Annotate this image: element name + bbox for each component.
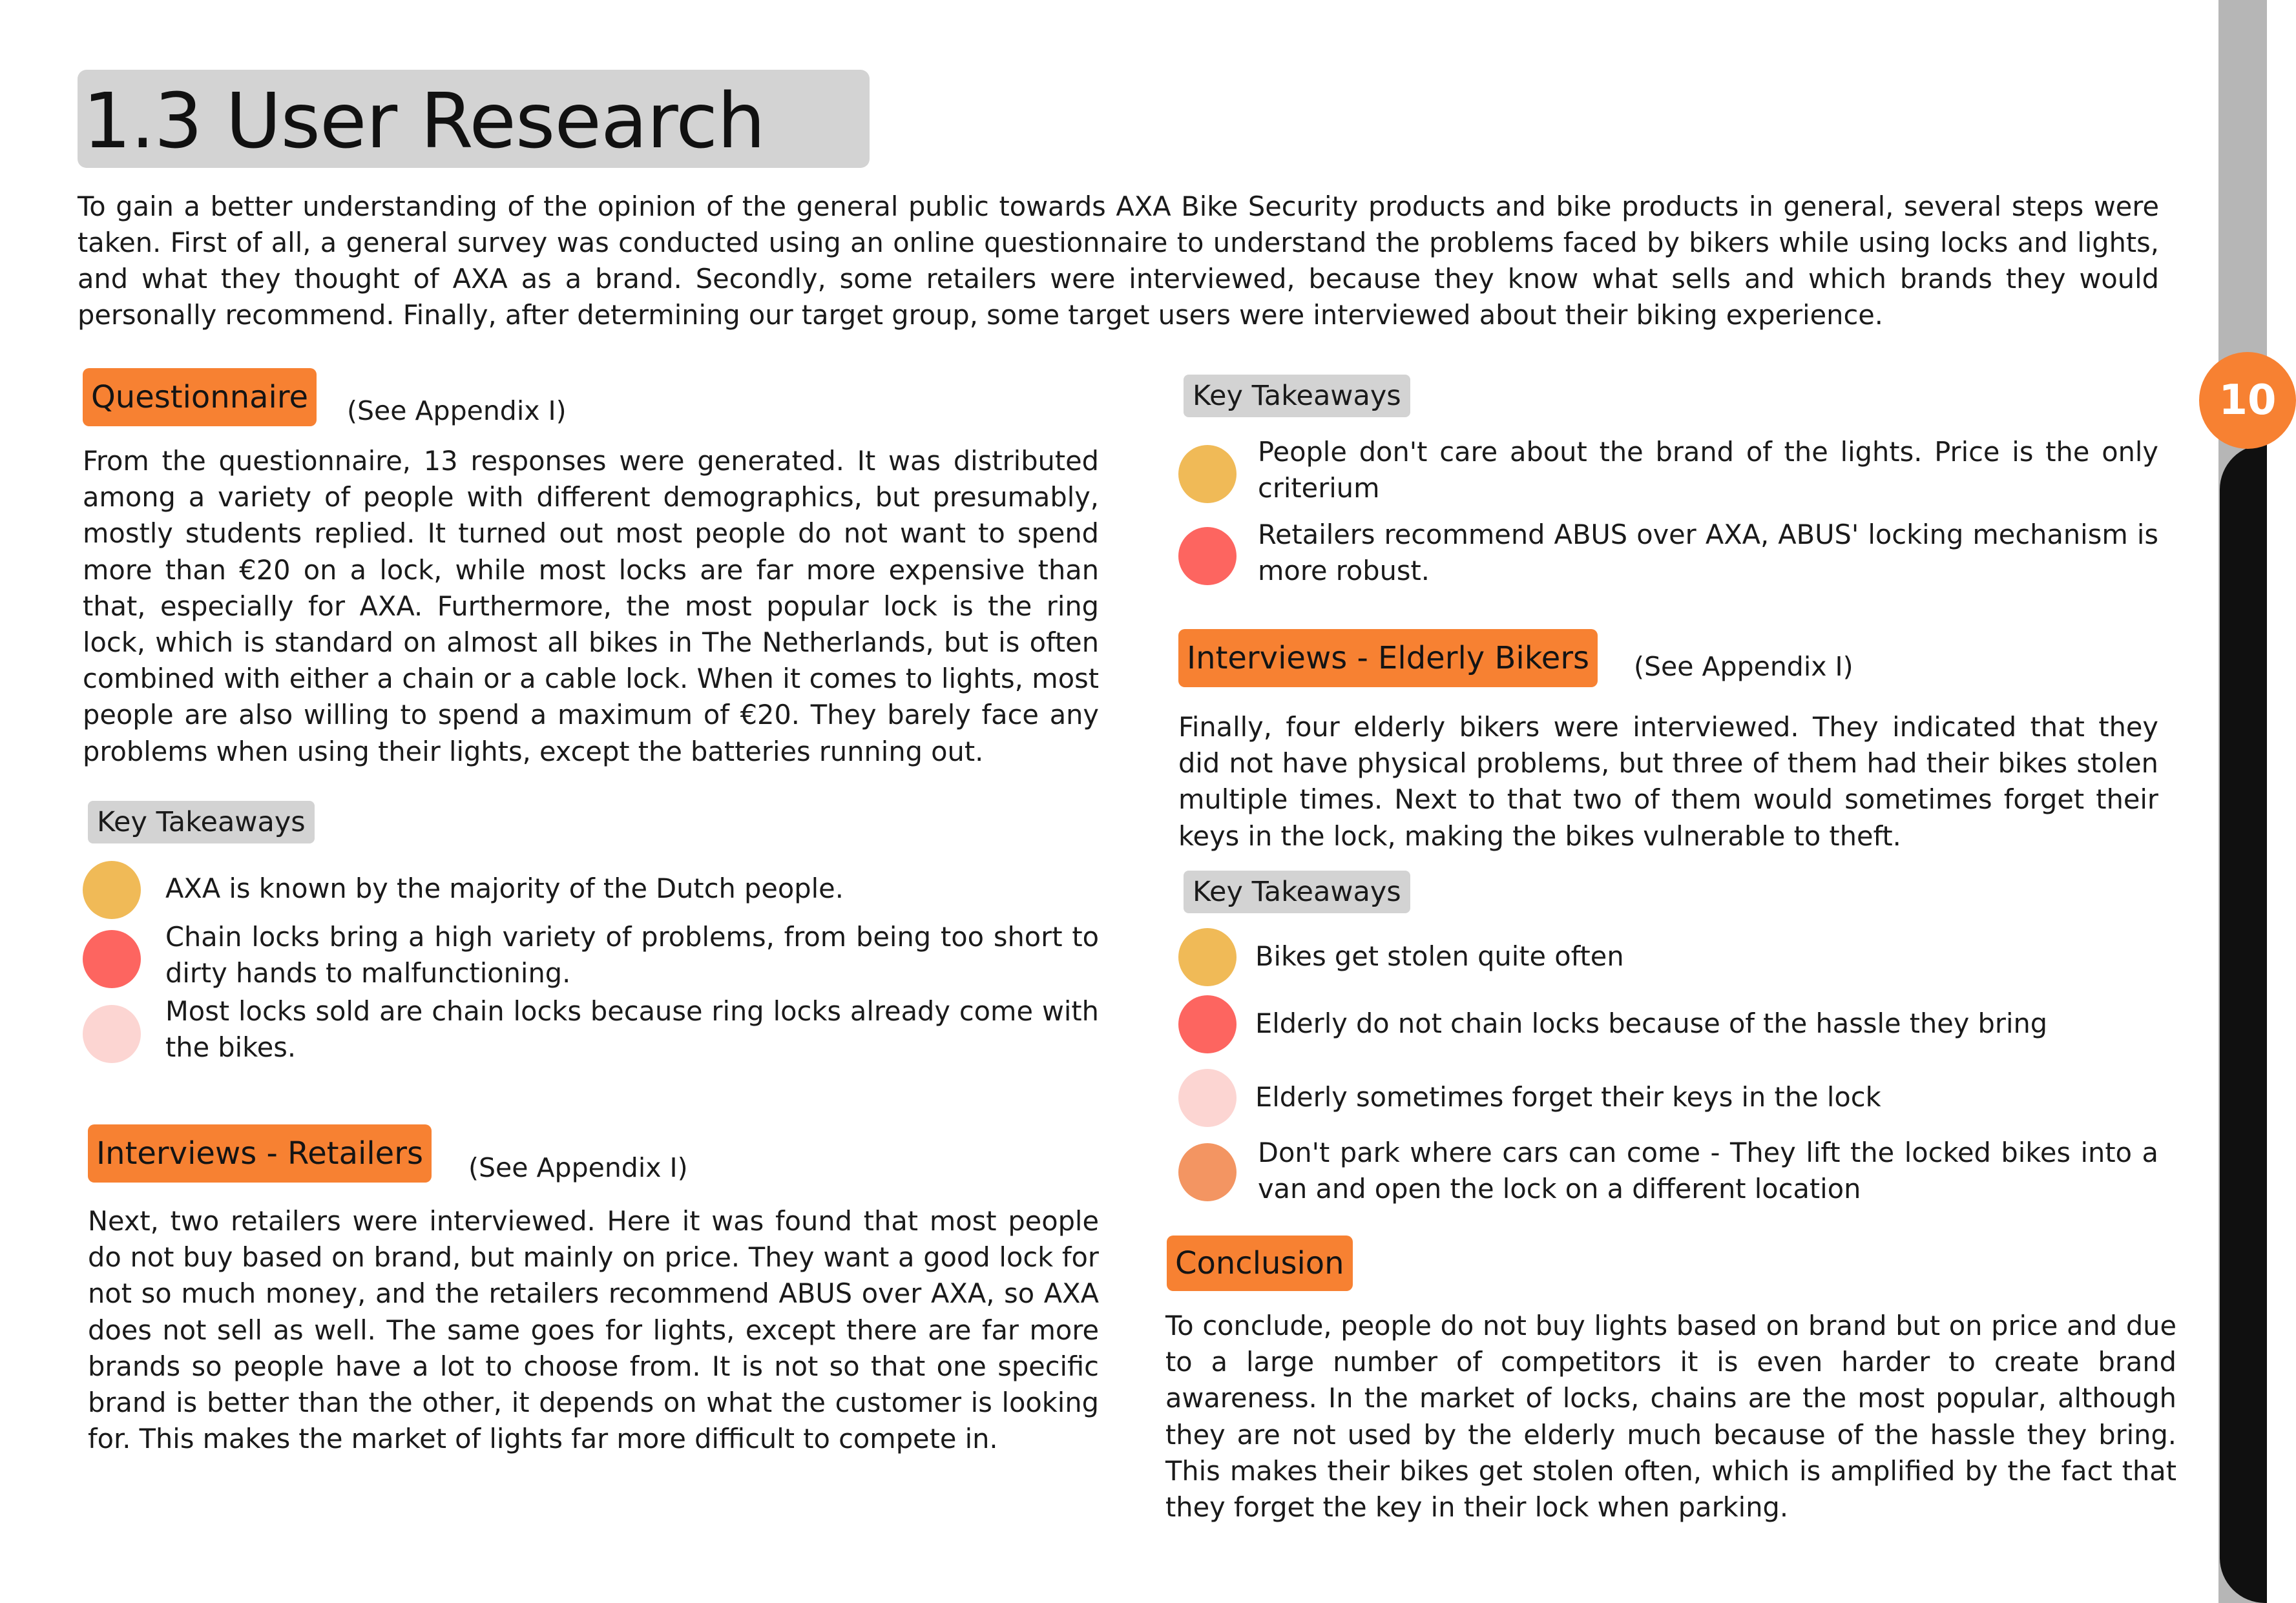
page-number: 10 xyxy=(2199,352,2296,449)
questionnaire-appendix-ref: (See Appendix I) xyxy=(347,395,567,426)
elderly-appendix-ref: (See Appendix I) xyxy=(1634,651,1853,682)
takeaway-dot-red xyxy=(1178,995,1237,1053)
takeaway-item: People don't care about the brand of the lights. Price is the only criterium xyxy=(1258,436,2158,504)
takeaway-dot-yellow xyxy=(1178,928,1237,986)
takeaway-dot-salmon xyxy=(1178,1143,1237,1201)
side-rail-black xyxy=(2220,444,2267,1603)
takeaway-item: Bikes get stolen quite often xyxy=(1255,940,1624,972)
takeaway-item: AXA is known by the majority of the Dutch people. xyxy=(165,873,844,904)
retailers-takeaways-label: Key Takeaways xyxy=(1184,375,1410,417)
takeaway-dot-red xyxy=(1178,527,1237,585)
retailers-appendix-ref: (See Appendix I) xyxy=(468,1152,688,1183)
questionnaire-takeaways-label: Key Takeaways xyxy=(88,801,315,843)
takeaway-dot-pink xyxy=(83,1005,141,1063)
elderly-body: Finally, four elderly bikers were interviewed. They indicated that they did not have physical problems, but three of them had their bikes stolen multiple times. Next to that two of them would sometimes forget their keys in the lock, making the bikes vulnerable to theft. xyxy=(1178,711,2158,852)
takeaway-item: Retailers recommend ABUS over AXA, ABUS' locking mechanism is more robust. xyxy=(1258,519,2158,586)
intro-paragraph: To gain a better understanding of the opinion of the general public towards AXA Bike Security products and bike products in general, several steps were taken. First of all, a general survey was conducted using an online questionnaire to understand the problems faced by bikers while using locks and lights, and what they thought of AXA as a brand. Secondly, some retailers were interviewed, because they know what sells and which brands they would personally recommend. Finally, after determining our target group, some target users were interviewed about their biking experience. xyxy=(78,191,2159,331)
takeaway-dot-yellow xyxy=(1178,445,1237,503)
questionnaire-body: From the questionnaire, 13 responses were generated. It was distributed among a variety of people with different demographics, but presumably, mostly students replied. It turned out most people do not want to spend more than €20 on a lock, while most locks are far more expensive than that, especially for AXA. Furthermore, the most popular lock is the ring lock, which is standard on almost all bikes in The Netherlands, but is often combined with either a chain or a cable lock. When it comes to lights, most people are also willing to spend a maximum of €20. They barely face any problems when using their lights, except the batteries running out. xyxy=(83,445,1099,767)
takeaway-item: Elderly sometimes forget their keys in the lock xyxy=(1255,1081,1881,1113)
page-title: 1.3 User Research xyxy=(83,76,765,165)
retailers-body: Next, two retailers were interviewed. Here it was found that most people do not buy based on brand, but mainly on price. They want a good lock for not so much money, and the retailers recommend ABUS over AXA, so AXA does not sell as well. The same goes for lights, except there are far more brands so people have a lot to choose from. It is not so that one specific brand is better than the other, it depends on what the customer is looking for. This makes the market of lights far more difficult to compete in. xyxy=(88,1205,1099,1455)
takeaway-dot-yellow xyxy=(83,861,141,919)
elderly-heading: Interviews - Elderly Bikers xyxy=(1178,629,1598,687)
takeaway-item: Don't park where cars can come - They lift the locked bikes into a van and open the lock on a different location xyxy=(1258,1137,2158,1205)
questionnaire-heading: Questionnaire xyxy=(83,368,317,426)
elderly-takeaways-label: Key Takeaways xyxy=(1184,871,1410,913)
conclusion-body: To conclude, people do not buy lights based on brand but on price and due to a large number of competitors it is even harder to create brand awareness. In the market of locks, chains are the most popular, although they are not used by the elderly much because of the hassle they bring. This makes their bikes get stolen often, which is amplified by the fact that they forget the key in their lock when parking. xyxy=(1165,1310,2176,1524)
takeaway-item: Chain locks bring a high variety of problems, from being too short to dirty hands to malfunctioning. xyxy=(165,921,1099,989)
conclusion-heading: Conclusion xyxy=(1167,1236,1353,1291)
retailers-heading: Interviews - Retailers xyxy=(88,1124,432,1183)
takeaway-item: Elderly do not chain locks because of the hassle they bring xyxy=(1255,1008,2048,1039)
takeaway-dot-red xyxy=(83,930,141,988)
takeaway-dot-pink xyxy=(1178,1069,1237,1127)
takeaway-item: Most locks sold are chain locks because ring locks already come with the bikes. xyxy=(165,995,1099,1063)
